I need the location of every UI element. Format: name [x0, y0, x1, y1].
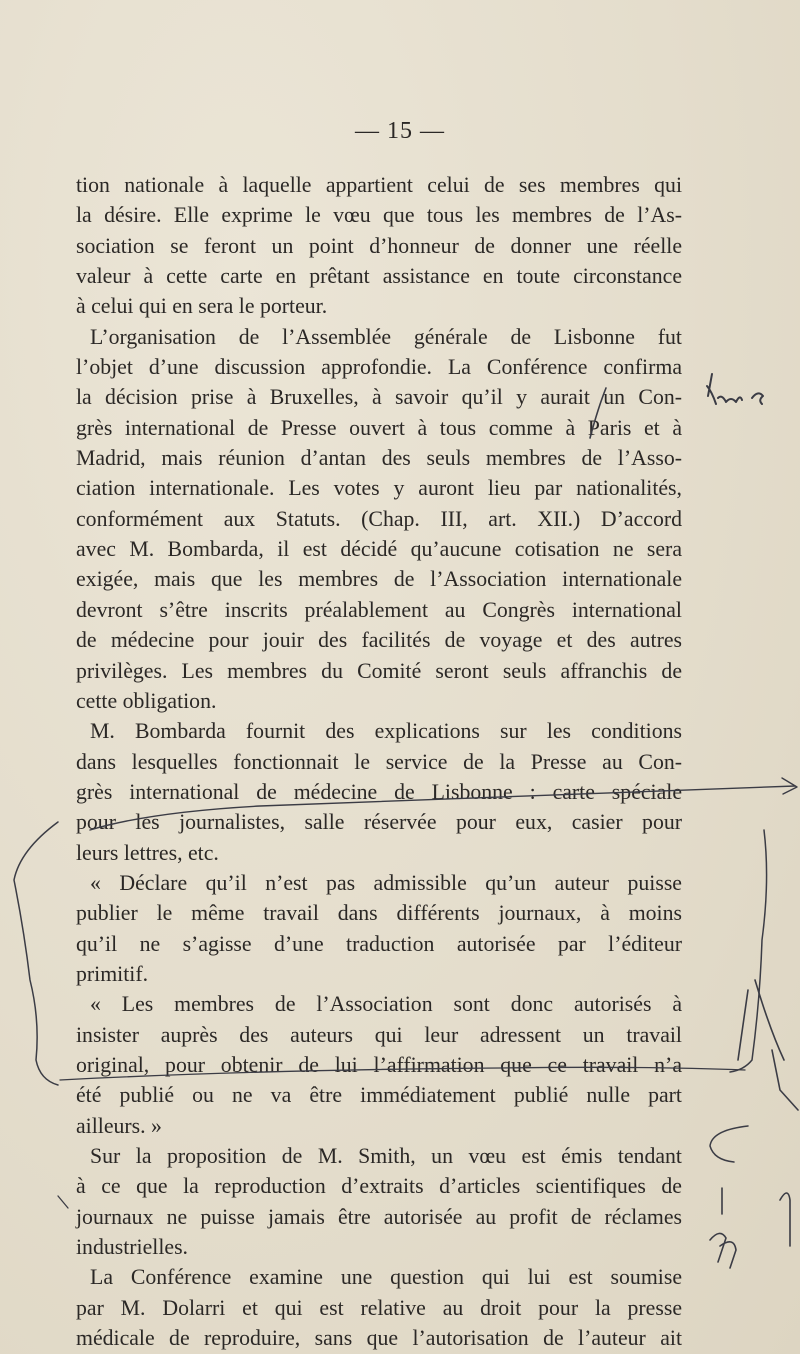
text-line: industrielles.	[76, 1235, 188, 1260]
text-line: avec M. Bombarda, il est décidé qu’aucune cotisation ne sera	[76, 537, 682, 562]
text-line: la décision prise à Bruxelles, à savoir qu’il y aurait un Con-	[76, 385, 682, 410]
text-line: publier le même travail dans différents journaux, à moins	[76, 901, 682, 926]
text-line: dans lesquelles fonctionnait le service de la Presse au Con-	[76, 749, 682, 774]
page-number: — 15 —	[355, 118, 445, 144]
text-line: M. Bombarda fournit des explications sur les conditions	[90, 719, 682, 744]
text-line: insister auprès des auteurs qui leur adressent un travail	[76, 1022, 682, 1047]
text-line: à ce que la reproduction d’extraits d’articles scientifiques de	[76, 1174, 682, 1199]
text-line: été publié ou ne va être immédiatement publié nulle part	[76, 1083, 682, 1108]
text-line: « Les membres de l’Association sont donc autorisés à	[90, 992, 682, 1017]
text-line: primitif.	[76, 961, 149, 986]
text-line: journaux ne puisse jamais être autorisée au profit de réclames	[76, 1204, 682, 1229]
margin-note-scribble	[707, 374, 763, 404]
insertion-slash-mark	[590, 388, 606, 438]
text-line: par M. Dolarri et qui est relative au droit pour la presse	[76, 1295, 682, 1320]
text-line: privilèges. Les membres du Comité seront seuls affranchis de	[76, 658, 682, 683]
text-line: Madrid, mais réunion d’antan des seuls membres de l’Asso-	[76, 446, 682, 471]
text-line: cette obligation.	[76, 688, 217, 713]
text-line: original, pour obtenir de lui l’affirmation que ce travail n’a	[76, 1052, 682, 1077]
text-line: Sur la proposition de M. Smith, un vœu est émis tendant	[90, 1144, 682, 1168]
deletion-bracket-right	[730, 830, 767, 1072]
margin-deletion-mark	[738, 980, 798, 1110]
deletion-bracket-left	[14, 822, 58, 1085]
text-line: conformément aux Statuts. (Chap. III, art. XII.) D’accord	[76, 506, 682, 531]
margin-tick-mark	[58, 1196, 68, 1208]
text-line: grès international de Presse ouvert à tous comme à Paris et à	[76, 415, 682, 440]
text-line: exigée, mais que les membres de l’Association internationale	[76, 567, 682, 592]
text-line: médicale de reproduire, sans que l’autorisation de l’auteur ait	[76, 1326, 682, 1351]
text-line: grès international de médecine de Lisbonne : carte spéciale	[76, 779, 682, 804]
text-line: valeur à cette carte en prêtant assistance en toute circonstance	[76, 264, 682, 289]
margin-paren-mark	[710, 1126, 748, 1162]
text-line: ciation internationale. Les votes y auront lieu par nationalités,	[76, 476, 682, 501]
text-line: ailleurs. »	[76, 1113, 162, 1138]
text-line: tion nationale à laquelle appartient celui de ses membres qui	[76, 173, 682, 197]
text-line: leurs lettres, etc.	[76, 840, 219, 865]
deletion-bracket-bottom	[60, 1067, 745, 1080]
text-line: la désire. Elle exprime le vœu que tous les membres de l’As-	[76, 203, 682, 228]
deletion-bracket-top	[90, 786, 795, 830]
text-line: L’organisation de l’Assemblée générale de Lisbonne fut	[90, 324, 682, 349]
margin-mark-lower	[710, 1188, 790, 1268]
text-line: sociation se feront un point d’honneur de donner une réelle	[76, 233, 682, 258]
text-line: devront s’être inscrits préalablement au Congrès international	[76, 597, 682, 622]
text-line: « Déclare qu’il n’est pas admissible qu’un auteur puisse	[90, 870, 682, 895]
text-line: l’objet d’une discussion approfondie. La Conférence confirma	[76, 355, 682, 380]
text-line: à celui qui en sera le porteur.	[76, 294, 328, 319]
text-line: La Conférence examine une question qui lui est soumise	[90, 1265, 682, 1290]
text-line: qu’il ne s’agisse d’une traduction autorisée par l’éditeur	[76, 931, 682, 956]
text-line: de médecine pour jouir des facilités de voyage et des autres	[76, 628, 682, 653]
text-line: pour les journalistes, salle réservée pour eux, casier pour	[76, 810, 682, 835]
